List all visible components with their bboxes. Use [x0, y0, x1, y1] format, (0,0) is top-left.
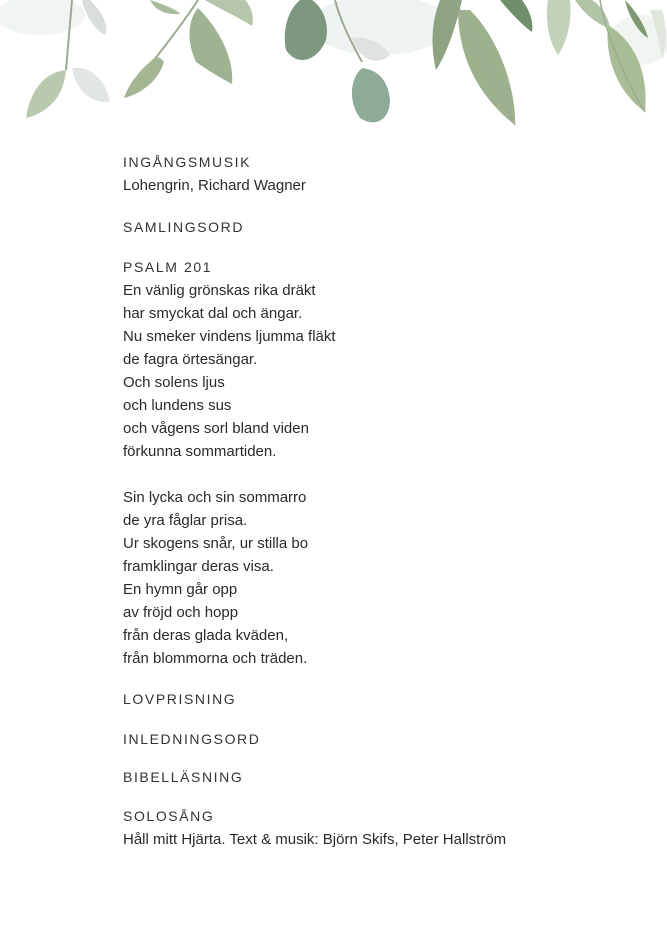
- section-text: Lohengrin, Richard Wagner: [123, 177, 306, 194]
- verse-line: och vågens sorl bland viden: [123, 420, 309, 437]
- leaf: [150, 0, 180, 14]
- verse-line: de fagra örtesängar.: [123, 351, 258, 368]
- section-lovprisning: [123, 688, 643, 728]
- section-heading: PSALM 201: [123, 259, 213, 275]
- psalm-verse-2: [123, 486, 643, 670]
- verse-line: från blommorna och träden.: [123, 650, 308, 667]
- leaf: [189, 8, 232, 84]
- leaf: [547, 0, 571, 55]
- leaf: [285, 0, 327, 60]
- leaf: [82, 0, 106, 35]
- section-ingangsmusik: [123, 151, 643, 216]
- verse-line: Nu smeker vindens ljumma fläkt: [123, 328, 336, 345]
- section-heading: SOLOSÅNG: [123, 808, 215, 824]
- verse-line: har smyckat dal och ängar.: [123, 305, 303, 322]
- verse-line: Ur skogens snår, ur stilla bo: [123, 535, 309, 552]
- program-content: [123, 151, 643, 851]
- leaf: [72, 68, 110, 103]
- section-heading: BIBELLÄSNING: [123, 769, 244, 785]
- verse-line: de yra fåglar prisa.: [123, 512, 248, 529]
- psalm-verse-1: [123, 279, 643, 463]
- verse-line: från deras glada kväden,: [123, 627, 289, 644]
- section-solosang: [123, 805, 643, 851]
- section-bibellasning: [123, 766, 643, 805]
- leaf: [433, 0, 462, 70]
- leaf: [124, 58, 164, 99]
- verse-line: av fröjd och hopp: [123, 604, 239, 621]
- section-psalm: [123, 256, 643, 670]
- verse-line: Sin lycka och sin sommarro: [123, 489, 307, 506]
- verse-line: och lundens sus: [123, 397, 232, 414]
- section-samlingsord: [123, 216, 643, 256]
- verse-spacer: [123, 463, 643, 486]
- section-heading: INLEDNINGSORD: [123, 731, 261, 747]
- leaf: [205, 0, 253, 26]
- verse-line: En vänlig grönskas rika dräkt: [123, 282, 316, 299]
- section-heading: LOVPRISNING: [123, 691, 237, 707]
- section-heading: SAMLINGSORD: [123, 219, 245, 235]
- section-heading: INGÅNGSMUSIK: [123, 154, 252, 170]
- verse-line: En hymn går opp: [123, 581, 238, 598]
- verse-line: Och solens ljus: [123, 374, 225, 391]
- section-inledningsord: [123, 728, 643, 766]
- leaf: [500, 0, 532, 32]
- section-text: Håll mitt Hjärta. Text & musik: Björn Skifs, Peter Hallström: [123, 831, 507, 848]
- leaf: [26, 70, 66, 118]
- leaf: [352, 68, 390, 122]
- verse-line: framklingar deras visa.: [123, 558, 274, 575]
- greenery-border-illustration: [0, 0, 667, 135]
- stem: [455, 0, 515, 125]
- verse-line: förkunna sommartiden.: [123, 443, 277, 460]
